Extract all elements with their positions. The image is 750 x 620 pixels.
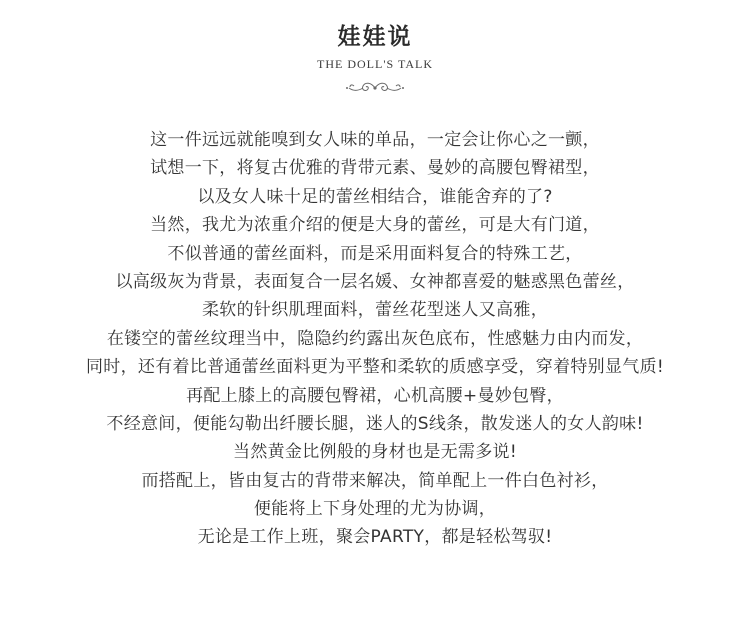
text-line: 这一件远远就能嗅到女人味的单品，一定会让你心之一颤， [150,130,600,150]
text-line: 不经意间，便能勾勒出纤腰长腿，迷人的S线条，散发迷人的女人韵味! [106,413,644,434]
text-line: 同时，还有着比普通蕾丝面料更为平整和柔软的质感享受，穿着特别显气质! [85,357,664,378]
text-line: 柔软的针织肌理面料，蕾丝花型迷人又高雅， [202,300,548,321]
swirl-ornament-icon [344,80,406,96]
text-line: 以高级灰为背景，表面复合一层名媛、女神都喜爱的魅惑黑色蕾丝， [115,271,635,292]
article-body [0,126,750,552]
text-line: 在镂空的蕾丝纹理当中，隐隐约约露出灰色底布，性感魅力由内而发， [106,328,644,349]
text-line: 试想一下，将复古优雅的背带元素、曼妙的高腰包臀裙型， [150,158,600,179]
text-line: 以及女人味十足的蕾丝相结合，谁能舍弃的了? [197,186,553,207]
text-line: 无论是工作上班，聚会PARTY，都是轻松驾驭! [197,527,553,548]
header [0,22,750,96]
page-subtitle: THE DOLL'S TALK [317,57,433,71]
text-line: 当然，我尤为浓重介绍的便是大身的蕾丝，可是大有门道， [150,215,600,236]
text-line: 当然黄金比例般的身材也是无需多说! [233,442,517,463]
text-line: 便能将上下身处理的尤为协调， [253,499,497,520]
text-line: 而搭配上，皆由复古的背带来解决，简单配上一件白色衬衫， [141,470,609,491]
text-line: 再配上膝上的高腰包臀裙，心机高腰+曼妙包臀， [186,385,564,406]
page-title: 娃娃说 [337,23,413,50]
text-line: 不似普通的蕾丝面料，而是采用面料复合的特殊工艺， [167,243,583,264]
